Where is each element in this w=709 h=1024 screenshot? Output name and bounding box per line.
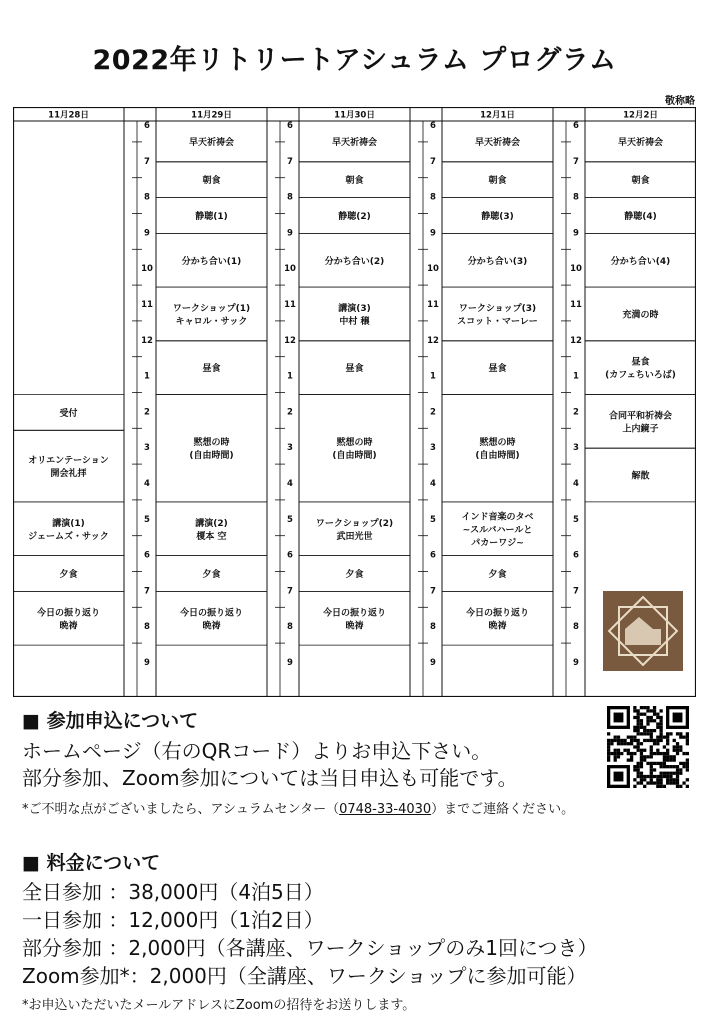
hour-label: 10 bbox=[284, 264, 296, 275]
event-label: (自由時間) bbox=[332, 451, 377, 462]
event-label: 早天祈祷会 bbox=[474, 137, 521, 148]
hour-label: 9 bbox=[430, 228, 436, 239]
hour-label: 6 bbox=[144, 550, 150, 561]
event-label: 講演(1) bbox=[52, 518, 85, 529]
day-header: 11月29日 bbox=[191, 110, 232, 121]
event-label: 昼食 bbox=[202, 364, 221, 375]
hour-label: 4 bbox=[430, 479, 436, 489]
hour-label: 11 bbox=[570, 300, 582, 310]
event-label: 充満の時 bbox=[622, 310, 659, 321]
ashram-emblem bbox=[603, 591, 683, 671]
hour-label: 1 bbox=[430, 371, 436, 382]
event-label: 晩祷 bbox=[59, 621, 78, 632]
hour-label: 7 bbox=[430, 156, 436, 167]
hour-label: 3 bbox=[144, 443, 150, 454]
application-heading: ■ 参加申込について bbox=[22, 710, 199, 732]
hour-label: 11 bbox=[284, 300, 296, 310]
day-header: 11月28日 bbox=[48, 110, 89, 121]
event-label: 朝食 bbox=[631, 176, 650, 187]
hour-label: 9 bbox=[573, 658, 579, 668]
event-label: 今日の振り返り bbox=[36, 608, 101, 619]
hour-label: 6 bbox=[287, 550, 293, 561]
zoom-note: *お申込いただいたメールアドレスにZoomの招待をお送りします。 bbox=[22, 998, 416, 1013]
event-label: 今日の振り返り bbox=[322, 608, 387, 619]
hour-label: 11 bbox=[427, 300, 439, 310]
hour-label: 1 bbox=[144, 371, 150, 382]
hour-label: 2 bbox=[573, 407, 579, 418]
hour-label: 8 bbox=[430, 192, 436, 203]
hour-label: 10 bbox=[570, 264, 582, 275]
hour-label: 9 bbox=[144, 228, 150, 239]
fee-row-partial: 部分参加 ：2,000円（各講座、ワークショップのみ1回につき） bbox=[22, 936, 598, 960]
event-label: スコット・マーレー bbox=[457, 316, 538, 327]
hour-label: 7 bbox=[287, 586, 293, 597]
event-label: 夕食 bbox=[488, 570, 507, 580]
event-label: インド音楽のタベ bbox=[461, 512, 534, 523]
hour-label: 10 bbox=[141, 264, 153, 275]
hour-label: 2 bbox=[287, 407, 293, 418]
event-label: 解散 bbox=[631, 471, 650, 482]
event-label: 上内鏡子 bbox=[622, 424, 659, 435]
hour-label: 8 bbox=[144, 192, 150, 203]
event-label: 開会礼拝 bbox=[50, 469, 87, 480]
hour-label: 7 bbox=[430, 586, 436, 597]
event-label: 朝食 bbox=[488, 176, 507, 187]
day-header: 11月30日 bbox=[334, 110, 375, 121]
hour-label: 8 bbox=[144, 622, 150, 633]
hour-label: 1 bbox=[573, 371, 579, 382]
hour-label: 7 bbox=[287, 156, 293, 167]
contact-note-suffix: ）までご連絡ください。 bbox=[431, 802, 575, 817]
hour-label: 3 bbox=[430, 443, 436, 454]
hour-label: 8 bbox=[287, 622, 293, 633]
application-line-1: ホームページ（右のQRコード）よりお申込下さい。 bbox=[22, 739, 492, 763]
hour-label: 6 bbox=[573, 121, 579, 131]
hour-label: 6 bbox=[430, 121, 436, 131]
hour-label: 12 bbox=[141, 335, 153, 346]
page-title: 2022年リトリートアシュラム プログラム bbox=[92, 45, 617, 76]
event-label: 今日の振り返り bbox=[465, 608, 530, 619]
event-label: (カフェちいろば) bbox=[605, 370, 676, 381]
fee-row-zoom: Zoom参加*：2,000円（全講座、ワークショップに参加可能） bbox=[22, 964, 587, 988]
hour-label: 5 bbox=[430, 514, 436, 525]
event-label: オリエンテーション bbox=[28, 456, 109, 467]
hour-label: 9 bbox=[144, 658, 150, 668]
hour-label: 6 bbox=[287, 121, 293, 131]
hour-label: 2 bbox=[144, 407, 150, 418]
hour-label: 4 bbox=[573, 479, 579, 489]
event-label: 分かち合い(3) bbox=[467, 256, 528, 267]
event-label: ~スルバハールと bbox=[462, 525, 533, 536]
contact-note-prefix: *ご不明な点がございましたら、アシュラムセンター（ bbox=[22, 802, 340, 817]
event-label: 晩祷 bbox=[345, 621, 364, 632]
event-label: (自由時間) bbox=[475, 451, 520, 462]
event-label: ジェームズ・サック bbox=[28, 531, 109, 542]
event-label: 晩祷 bbox=[488, 621, 507, 632]
event-label: 合同平和祈祷会 bbox=[608, 411, 673, 422]
schedule-table bbox=[13, 107, 696, 697]
hour-label: 8 bbox=[287, 192, 293, 203]
hour-label: 7 bbox=[573, 156, 579, 167]
event-label: 講演(3) bbox=[338, 303, 371, 314]
event-label: ワークショップ(1) bbox=[172, 303, 251, 314]
event-label: 昼食 bbox=[631, 357, 650, 368]
hour-label: 6 bbox=[573, 550, 579, 561]
fees-heading: ■ 料金について bbox=[22, 852, 161, 874]
event-label: (自由時間) bbox=[189, 451, 234, 462]
hour-label: 3 bbox=[573, 443, 579, 454]
contact-note bbox=[22, 798, 574, 817]
contact-phone-link[interactable]: 0748-33-4030 bbox=[339, 802, 432, 817]
event-label: 昼食 bbox=[345, 364, 364, 375]
hour-label: 10 bbox=[427, 264, 439, 275]
event-label: 黙想の時 bbox=[193, 438, 230, 449]
event-label: 早天祈祷会 bbox=[331, 137, 378, 148]
hour-label: 7 bbox=[144, 156, 150, 167]
hour-label: 11 bbox=[141, 300, 153, 310]
hour-label: 3 bbox=[287, 443, 293, 454]
hour-label: 8 bbox=[573, 622, 579, 633]
event-label: ワークショップ(3) bbox=[458, 303, 537, 314]
hour-label: 4 bbox=[144, 479, 150, 489]
event-label: 黙想の時 bbox=[479, 438, 516, 449]
event-label: 昼食 bbox=[488, 364, 507, 375]
qr-code[interactable] bbox=[607, 706, 689, 788]
hour-label: 7 bbox=[144, 586, 150, 597]
hour-label: 12 bbox=[427, 335, 439, 346]
honorific-note: 敬称略 bbox=[665, 96, 695, 107]
hour-label: 1 bbox=[287, 371, 293, 382]
hour-label: 12 bbox=[570, 335, 582, 346]
event-label: 静聴(3) bbox=[481, 212, 514, 222]
hour-label: 5 bbox=[144, 514, 150, 525]
event-label: 今日の振り返り bbox=[179, 608, 244, 619]
fee-row-full: 全日参加 ：38,000円（4泊5日） bbox=[22, 880, 324, 904]
event-label: 夕食 bbox=[202, 570, 221, 580]
hour-label: 4 bbox=[287, 479, 293, 489]
event-label: 榎本 空 bbox=[196, 531, 227, 542]
event-label: 夕食 bbox=[345, 570, 364, 580]
event-label: 武田光世 bbox=[336, 531, 373, 542]
application-line-2: 部分参加、Zoom参加については当日申込も可能です。 bbox=[22, 766, 518, 790]
day-header: 12月2日 bbox=[623, 110, 658, 121]
hour-label: 8 bbox=[430, 622, 436, 633]
hour-label: 5 bbox=[573, 514, 579, 525]
event-label: 分かち合い(2) bbox=[324, 256, 385, 267]
event-label: 静聴(1) bbox=[195, 212, 228, 222]
hour-label: 9 bbox=[573, 228, 579, 239]
event-label: 中村 穣 bbox=[339, 316, 370, 327]
event-label: 早天祈祷会 bbox=[188, 137, 235, 148]
hour-label: 6 bbox=[430, 550, 436, 561]
event-label: 静聴(4) bbox=[624, 212, 657, 222]
hour-label: 2 bbox=[430, 407, 436, 418]
event-label: 受付 bbox=[59, 408, 78, 419]
event-label: 早天祈祷会 bbox=[617, 137, 664, 148]
event-label: 朝食 bbox=[202, 176, 221, 187]
event-label: 朝食 bbox=[345, 176, 364, 187]
event-label: 分かち合い(4) bbox=[610, 256, 671, 267]
event-label: 黙想の時 bbox=[336, 438, 373, 449]
hour-label: 8 bbox=[573, 192, 579, 203]
event-label: ワークショップ(2) bbox=[315, 518, 394, 529]
event-label: 夕食 bbox=[59, 570, 78, 580]
hour-label: 9 bbox=[287, 228, 293, 239]
event-label: 講演(2) bbox=[195, 518, 228, 529]
hour-label: 9 bbox=[287, 658, 293, 668]
event-label: 静聴(2) bbox=[338, 212, 371, 222]
event-label: 晩祷 bbox=[202, 621, 221, 632]
event-label: パカーワジ~ bbox=[471, 538, 524, 549]
hour-label: 5 bbox=[287, 514, 293, 525]
day-header: 12月1日 bbox=[480, 110, 515, 121]
fee-row-day: 一日参加 ：12,000円（1泊2日） bbox=[22, 908, 324, 932]
event-label: キャロル・サック bbox=[175, 316, 248, 327]
event-label: 分かち合い(1) bbox=[181, 256, 242, 267]
hour-label: 9 bbox=[430, 658, 436, 668]
hour-label: 12 bbox=[284, 335, 296, 346]
hour-label: 7 bbox=[573, 586, 579, 597]
hour-label: 6 bbox=[144, 121, 150, 131]
